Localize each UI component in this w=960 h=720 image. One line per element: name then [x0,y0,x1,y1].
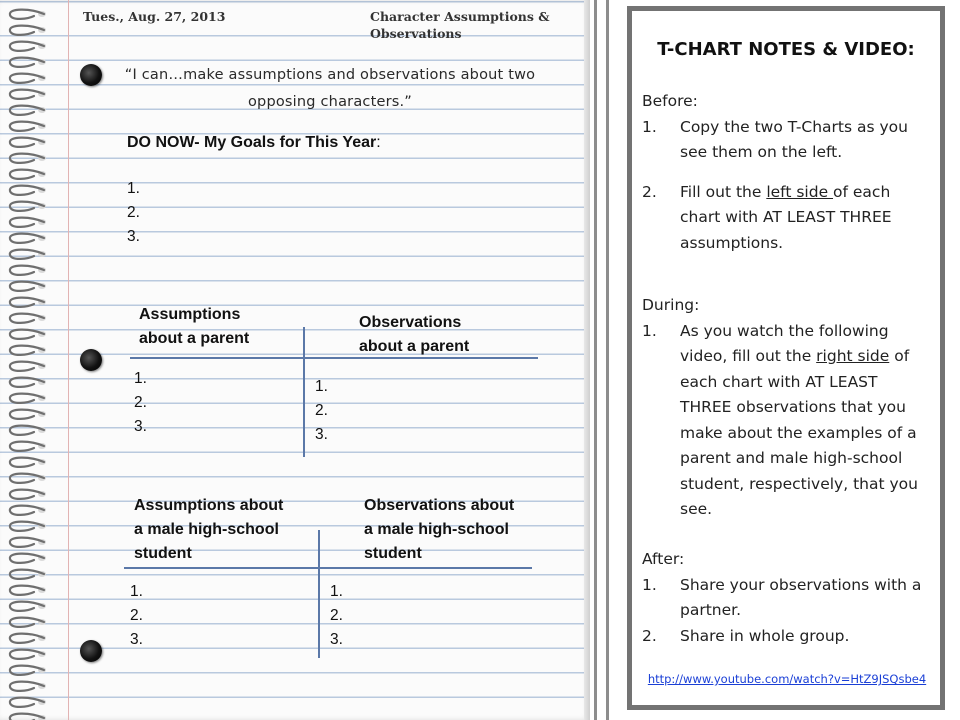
list-item: 2. [134,394,147,411]
during-section [642,293,932,523]
list-item [642,573,932,624]
list-item: 3. [127,228,140,245]
heading-line: Assumptions about [134,497,284,514]
list-item: 3. [330,631,343,648]
chart2-right-list [330,580,343,652]
heading-line: Observations about [364,497,515,514]
item-text: of each chart with AT LEAST THREE assumptions. [680,182,892,252]
margin-line [68,0,69,720]
list-item: 3. [315,426,328,443]
heading-line: a male high-school [134,521,279,538]
item-number: 1. [642,575,657,594]
heading-line: Observations [359,314,462,331]
item-text: of each chart with AT LEAST THREE observations that you make about the examples of a parent and male high-school student, respectively, that you see. [680,347,918,518]
chart2-horizontal-rule [124,567,532,569]
list-item: 2. [127,204,140,221]
after-label: After: [642,550,685,568]
objective-line: “I can…make assumptions and observations about two [124,67,536,83]
chart1-right-heading [359,311,469,359]
list-item: 1. [134,370,147,387]
item-number: 2. [642,626,657,645]
chart1-right-list [315,375,328,447]
during-label: During: [642,296,700,314]
panel-title: T-CHART NOTES & VIDEO: [657,39,915,60]
heading-line: student [134,545,192,562]
list-item: 2. [330,607,343,624]
divider-right [606,0,609,720]
item-text: Share in whole group. [680,626,850,645]
item-number: 1. [642,117,657,136]
list-item: 1. [127,180,140,197]
learning-objective [80,62,580,116]
binder-hole-middle [80,349,102,371]
spiral-binding [0,0,60,720]
heading-line: student [364,545,422,562]
item-number: 1. [642,321,657,340]
list-item: 2. [130,607,143,624]
list-item [642,180,932,257]
instructions-panel [627,6,945,710]
item-text: Share your observations with a partner. [680,575,922,619]
list-item: 2. [315,402,328,419]
header-topic-line: Character Assumptions & [370,9,550,24]
do-now-heading [127,134,381,152]
item-text: As you watch the following video, fill out the [680,321,889,365]
heading-line: a male high-school [364,521,509,538]
item-text: Fill out the [680,182,767,201]
list-item: 3. [130,631,143,648]
heading-line: Assumptions [139,306,241,323]
binder-hole-bottom [80,640,102,662]
goals-list [127,177,140,249]
do-now-label: DO NOW- My Goals for This Year [127,134,377,151]
before-section [642,89,932,256]
header-date: Tues., Aug. 27, 2013 [83,9,226,24]
list-item [642,115,932,166]
list-item: 1. [330,583,343,600]
list-item: 3. [134,418,147,435]
item-underlined-text: right side [816,347,890,365]
chart2-left-heading [134,494,283,566]
divider-left [594,0,597,720]
chart1-vertical-rule [303,327,305,457]
chart2-vertical-rule [318,530,320,658]
list-item: 1. [315,378,328,395]
heading-line: about a parent [359,338,470,355]
chart1-left-list [134,367,147,439]
do-now-colon: : [376,134,381,151]
chart2-left-list [130,580,143,652]
list-item [642,624,932,650]
header-topic-line: Observations [370,26,462,41]
list-item: 1. [130,583,143,600]
chart1-horizontal-rule [130,357,538,359]
chart1-left-heading [139,303,249,351]
after-section [642,547,932,649]
video-link[interactable]: http://www.youtube.com/watch?v=HtZ9JSQsbe4 [647,672,927,686]
objective-line: opposing characters.” [247,94,413,110]
item-number: 2. [642,182,657,201]
heading-line: about a parent [139,330,250,347]
item-text: Copy the two T-Charts as you see them on the left. [680,117,908,161]
before-label: Before: [642,92,698,110]
header-topic [370,8,550,42]
item-underlined-text: left side [766,182,834,201]
list-item [642,319,932,523]
chart2-right-heading [364,494,514,566]
